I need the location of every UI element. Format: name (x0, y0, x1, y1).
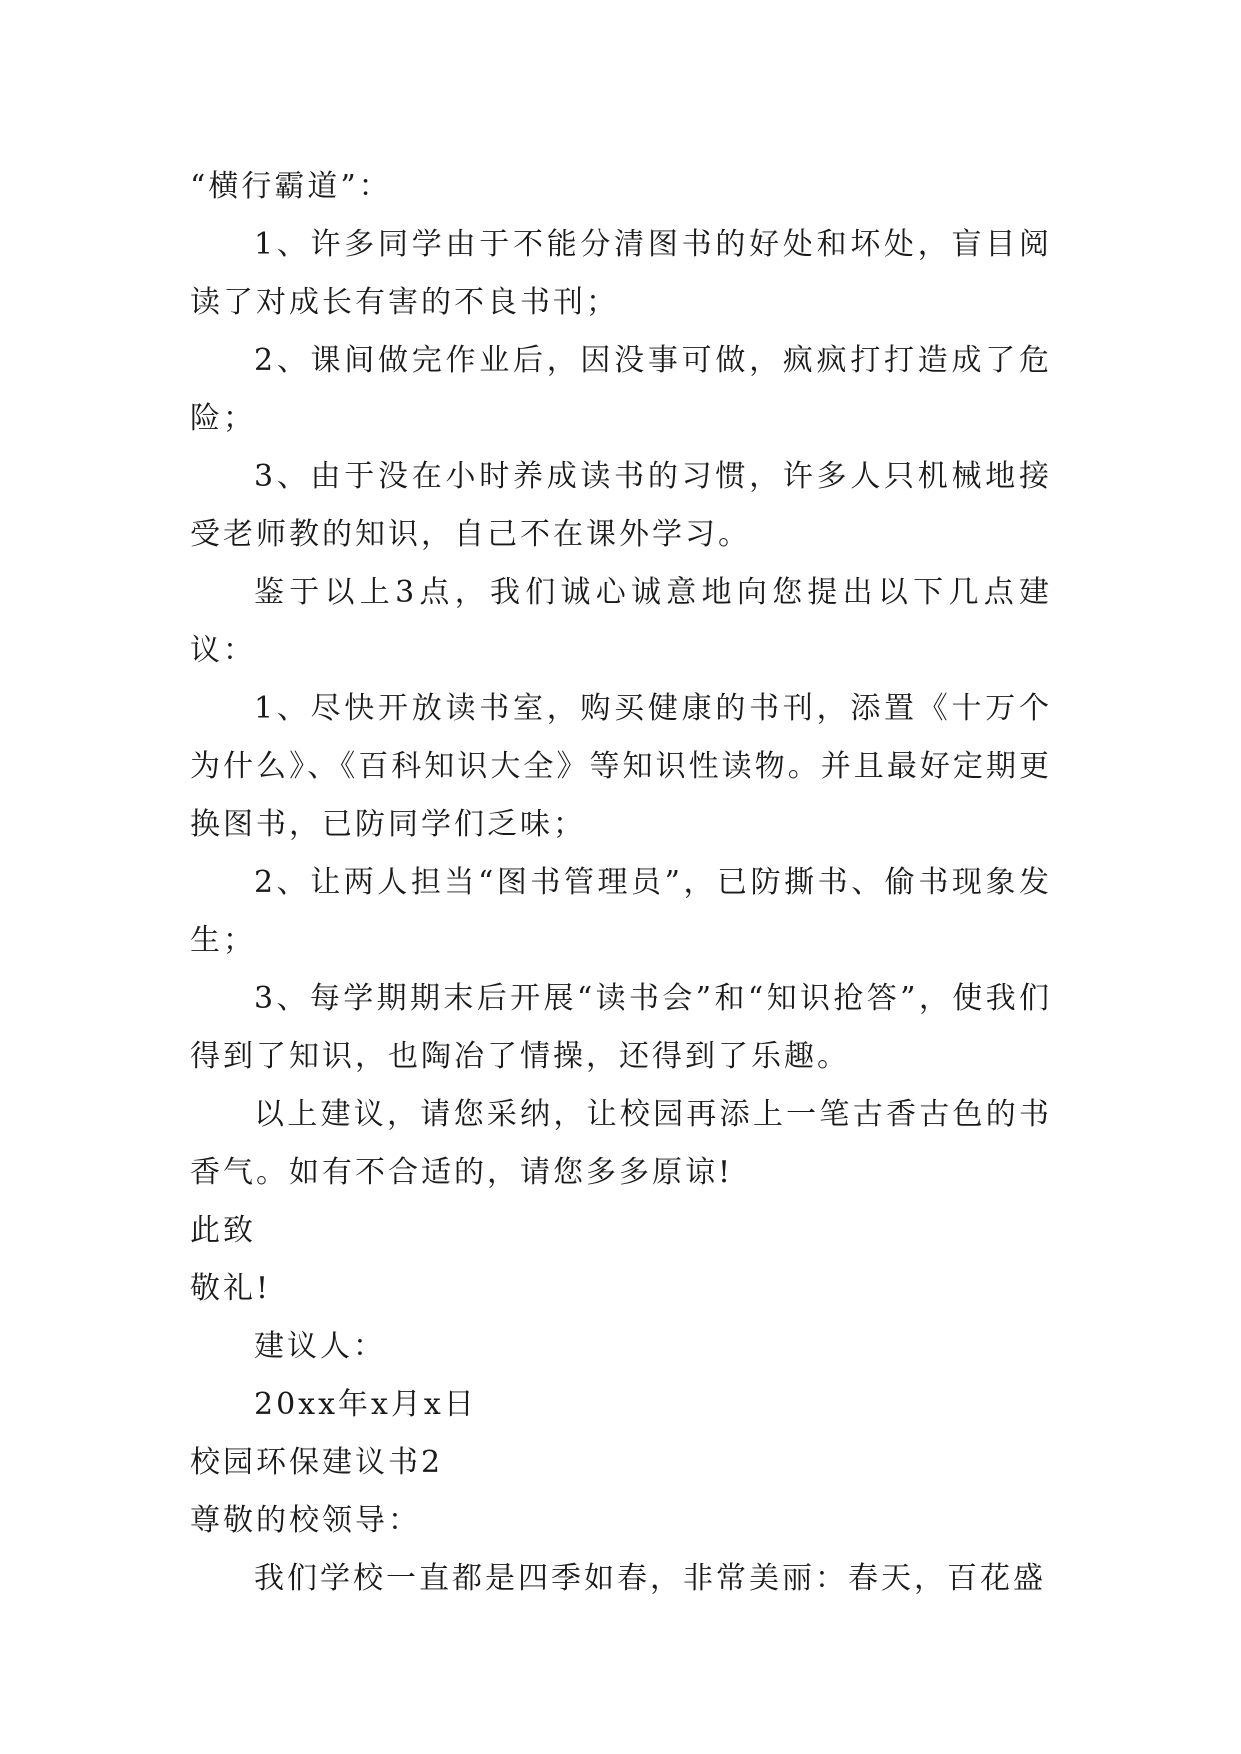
paragraph-heavy-handed: “横行霸道”： (190, 169, 392, 204)
paragraph-suggestion-2: 2、让两人担当“图书管理员”，已防撕书、偷书现象发生； (190, 865, 1052, 958)
paragraph-suggestion-1: 1、尽快开放读书室，购买健康的书刊，添置《十万个为什么》、《百科知识大全》等知识性读物。并且最好定期更换图书，已防同学们乏味； (190, 691, 1052, 842)
salutation-jingli: 敬礼! (190, 1271, 272, 1306)
salutation-cizhi: 此致 (190, 1213, 256, 1248)
paragraph-closing: 以上建议，请您采纳，让校园再添上一笔古香古色的书香气。如有不合适的，请您多多原谅! (190, 1097, 1052, 1190)
signature-proposer: 建议人： (254, 1329, 386, 1364)
paragraph-school-intro: 我们学校一直都是四季如春，非常美丽：春天，百花盛 (254, 1561, 1046, 1596)
signature-date: 20xx年x月x日 (254, 1387, 477, 1422)
paragraph-problem-2: 2、课间做完作业后，因没事可做，疯疯打打造成了危险； (190, 343, 1052, 436)
paragraph-suggestion-3: 3、每学期期末后开展“读书会”和“知识抢答”，使我们得到了知识，也陶冶了情操，还得到了乐趣。 (190, 981, 1052, 1074)
document-body (190, 158, 1052, 1608)
paragraph-problem-3: 3、由于没在小时养成读书的习惯，许多人只机械地接受老师教的知识，自己不在课外学习。 (190, 459, 1052, 552)
greeting: 尊敬的校领导： (190, 1503, 421, 1538)
section-title: 校园环保建议书2 (190, 1445, 444, 1480)
paragraph-problem-1: 1、许多同学由于不能分清图书的好处和坏处，盲目阅读了对成长有害的不良书刊； (190, 227, 1052, 320)
paragraph-suggestion-intro: 鉴于以上3点，我们诚心诚意地向您提出以下几点建议： (190, 575, 1052, 668)
